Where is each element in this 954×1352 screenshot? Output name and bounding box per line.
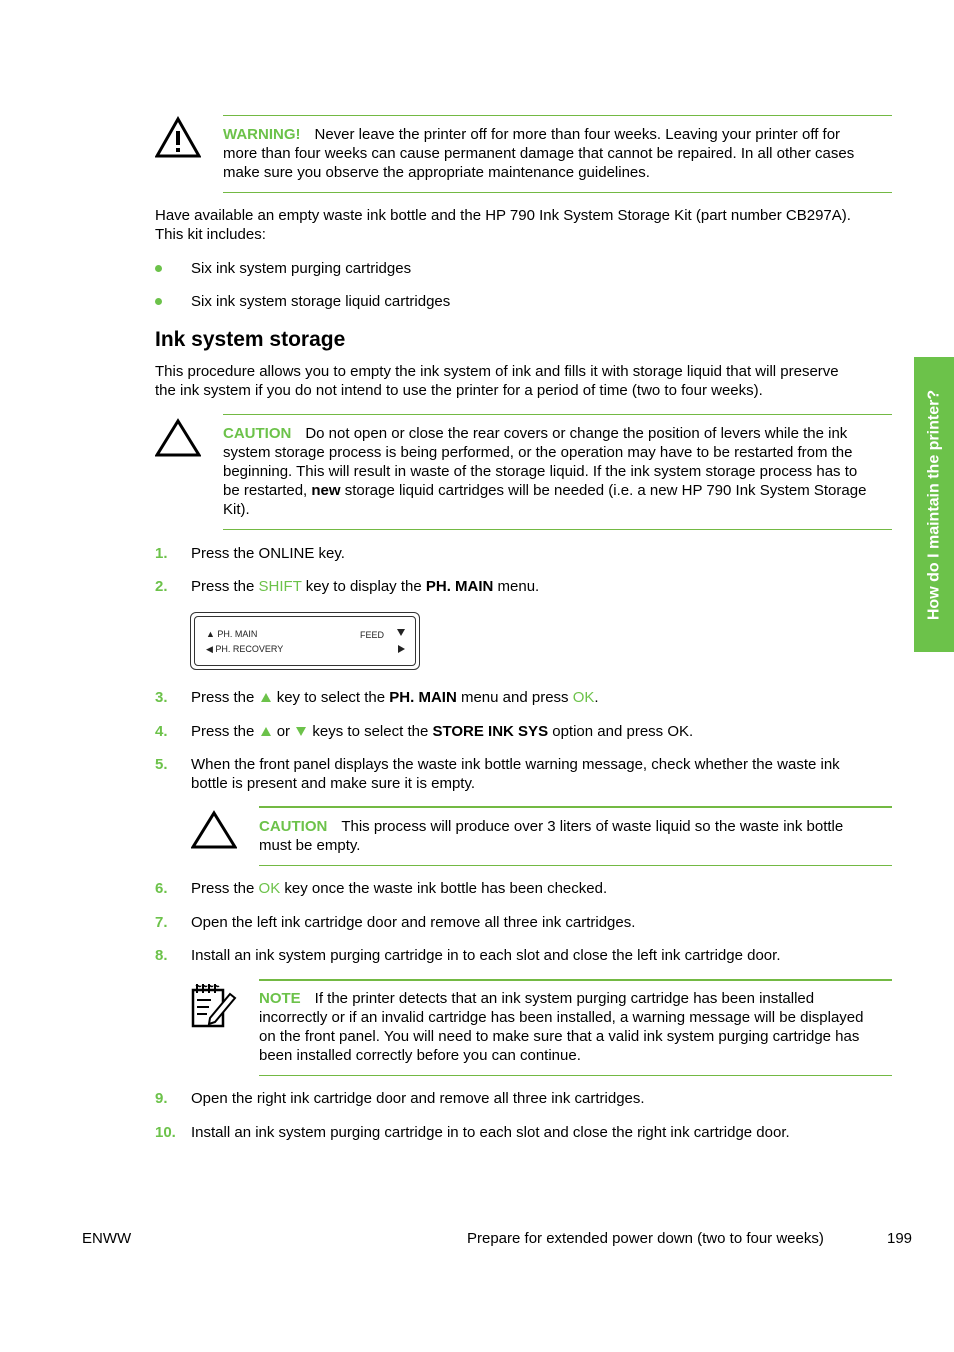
triangle-down-icon (397, 629, 405, 637)
step-text: Open the left ink cartridge door and remove all three ink cartridges. (191, 914, 636, 931)
caution-label: CAUTION (223, 425, 292, 442)
display-row1-left: ▲ PH. MAIN (206, 629, 258, 639)
caution-bottom-rule (259, 865, 892, 866)
step-number: 7. (155, 914, 168, 931)
up-arrow-icon (261, 693, 271, 702)
step-text-part: menu and press (460, 689, 569, 706)
step-text-part: keys to select the (312, 723, 429, 740)
step-text-part: key to display the (305, 578, 422, 595)
page-number: 199 (887, 1230, 913, 1247)
menu-name: PH. MAIN (425, 578, 494, 595)
display-row1-right: FEED (360, 630, 385, 640)
section-line: This procedure allows you to empty the ink system of ink and fills it with storage liquid that will preserve (155, 363, 839, 380)
note-line: incorrectly or if an invalid cartridge has been installed, a warning message will be displayed (259, 1009, 864, 1026)
step-text-part: menu. (497, 578, 540, 595)
intro-line: This kit includes: (155, 226, 266, 243)
step-text (191, 755, 840, 793)
note-label: NOTE (259, 990, 301, 1007)
up-arrow-icon (261, 727, 271, 736)
step-number: 8. (155, 947, 168, 964)
chapter-side-tab (914, 357, 954, 652)
list-item: Six ink system storage liquid cartridges (191, 293, 451, 310)
warning-line: make sure you observe the appropriate maintenance guidelines. (223, 164, 650, 181)
step-text (191, 879, 607, 898)
note-bottom-rule (259, 1075, 892, 1076)
step-text: Open the right ink cartridge door and remove all three ink cartridges. (191, 1090, 645, 1107)
footer-title: Prepare for extended power down (two to four weeks) (467, 1230, 824, 1247)
section-line: the ink system if you do not intend to use the printer for a period of time (two to four weeks). (155, 382, 763, 399)
warning-bottom-rule (223, 192, 892, 193)
display-inner-frame (194, 616, 416, 666)
caution-line: Do not open or close the rear covers or change the position of levers while the ink (305, 425, 848, 442)
step-number: 5. (155, 756, 168, 773)
note-pad-icon (190, 982, 238, 1030)
step-text-part: Press the (191, 723, 255, 740)
section-intro (155, 362, 839, 400)
step-text: Install an ink system purging cartridge in to each slot and close the right ink cartridge door. (191, 1124, 790, 1141)
warning-icon (155, 116, 201, 158)
caution-emphasis: new (311, 482, 341, 499)
step-text (191, 577, 539, 596)
caution-icon (191, 810, 237, 850)
step-text-part: Press the (191, 880, 255, 897)
intro-line: Have available an empty waste ink bottle and the HP 790 Ink System Storage Kit (part number CB297A). (155, 207, 851, 224)
warning-label: WARNING! (223, 126, 301, 143)
note-line: been installed correctly before you can continue. (259, 1047, 581, 1064)
step-number: 4. (155, 723, 168, 740)
step-text (191, 688, 599, 707)
down-arrow-icon (296, 727, 306, 736)
step-text-part: Press the (191, 689, 255, 706)
caution-line: This process will produce over 3 liters of waste liquid so the waste ink bottle (341, 818, 844, 835)
step-text: Press the ONLINE key. (191, 545, 345, 562)
caution-line: Kit). (223, 501, 250, 518)
step-text (191, 722, 693, 741)
note-line: on the front panel. You will need to make sure that a valid ink system purging cartridge has (259, 1028, 860, 1045)
step-number: 10. (155, 1124, 176, 1141)
step-text-part: . (594, 689, 599, 706)
section-heading: Ink system storage (155, 328, 346, 351)
caution-line: storage liquid cartridges will be needed (i.e. a new HP 790 Ink System Storage (344, 482, 867, 499)
step-text-part: option and press OK. (552, 723, 694, 740)
step-text-part: Press the (191, 578, 255, 595)
list-item: Six ink system purging cartridges (191, 260, 412, 277)
caution-line: system storage process is being performed, or the operation may have to be restarted from the (223, 444, 853, 461)
step-line: bottle is present and make sure it is empty. (191, 775, 476, 792)
note-text (259, 989, 899, 1065)
step-text-part: key to select the (276, 689, 386, 706)
chapter-side-tab-label: How do I maintain the printer? (925, 389, 943, 620)
step-number: 3. (155, 689, 168, 706)
step-text-part: or (276, 723, 291, 740)
key-name: OK (258, 880, 281, 897)
note-top-rule (259, 979, 892, 981)
step-text-part: key once the waste ink bottle has been checked. (284, 880, 608, 897)
step-number: 2. (155, 578, 168, 595)
caution-line: must be empty. (259, 837, 361, 854)
caution-label: CAUTION (259, 818, 328, 835)
bullet-dot (155, 265, 162, 272)
step-text: Install an ink system purging cartridge in to each slot and close the left ink cartridge door. (191, 947, 781, 964)
caution-text (259, 817, 899, 855)
caution-bottom-rule (223, 529, 892, 530)
caution-line: beginning. This will result in waste of the storage liquid. If the ink system storage process has to (223, 463, 858, 480)
bullet-dot (155, 298, 162, 305)
menu-name: PH. MAIN (389, 689, 457, 706)
intro-paragraph (155, 206, 851, 244)
warning-text (223, 125, 903, 182)
warning-top-rule (223, 115, 892, 116)
caution-top-rule (223, 414, 892, 415)
front-panel-display (190, 612, 420, 670)
footer-left: ENWW (82, 1230, 132, 1247)
step-number: 6. (155, 880, 168, 897)
caution-icon (155, 418, 201, 458)
caution-line: be restarted, (223, 482, 308, 499)
warning-line: more than four weeks can cause permanent damage that cannot be repaired. In all other cases (223, 145, 855, 162)
step-number: 1. (155, 545, 168, 562)
step-number: 9. (155, 1090, 168, 1107)
warning-line: Never leave the printer off for more than four weeks. Leaving your printer off for (314, 126, 841, 143)
triangle-right-icon (398, 645, 405, 653)
caution-top-rule (259, 806, 892, 808)
display-row2-left: ◀ PH. RECOVERY (206, 644, 284, 654)
caution-text (223, 424, 903, 519)
step-line: When the front panel displays the waste ink bottle warning message, check whether the waste ink (191, 756, 840, 773)
note-line: If the printer detects that an ink system purging cartridge has been installed (314, 990, 815, 1007)
key-name: OK (572, 689, 595, 706)
option-name: STORE INK SYS (432, 723, 549, 740)
key-name: SHIFT (258, 578, 302, 595)
